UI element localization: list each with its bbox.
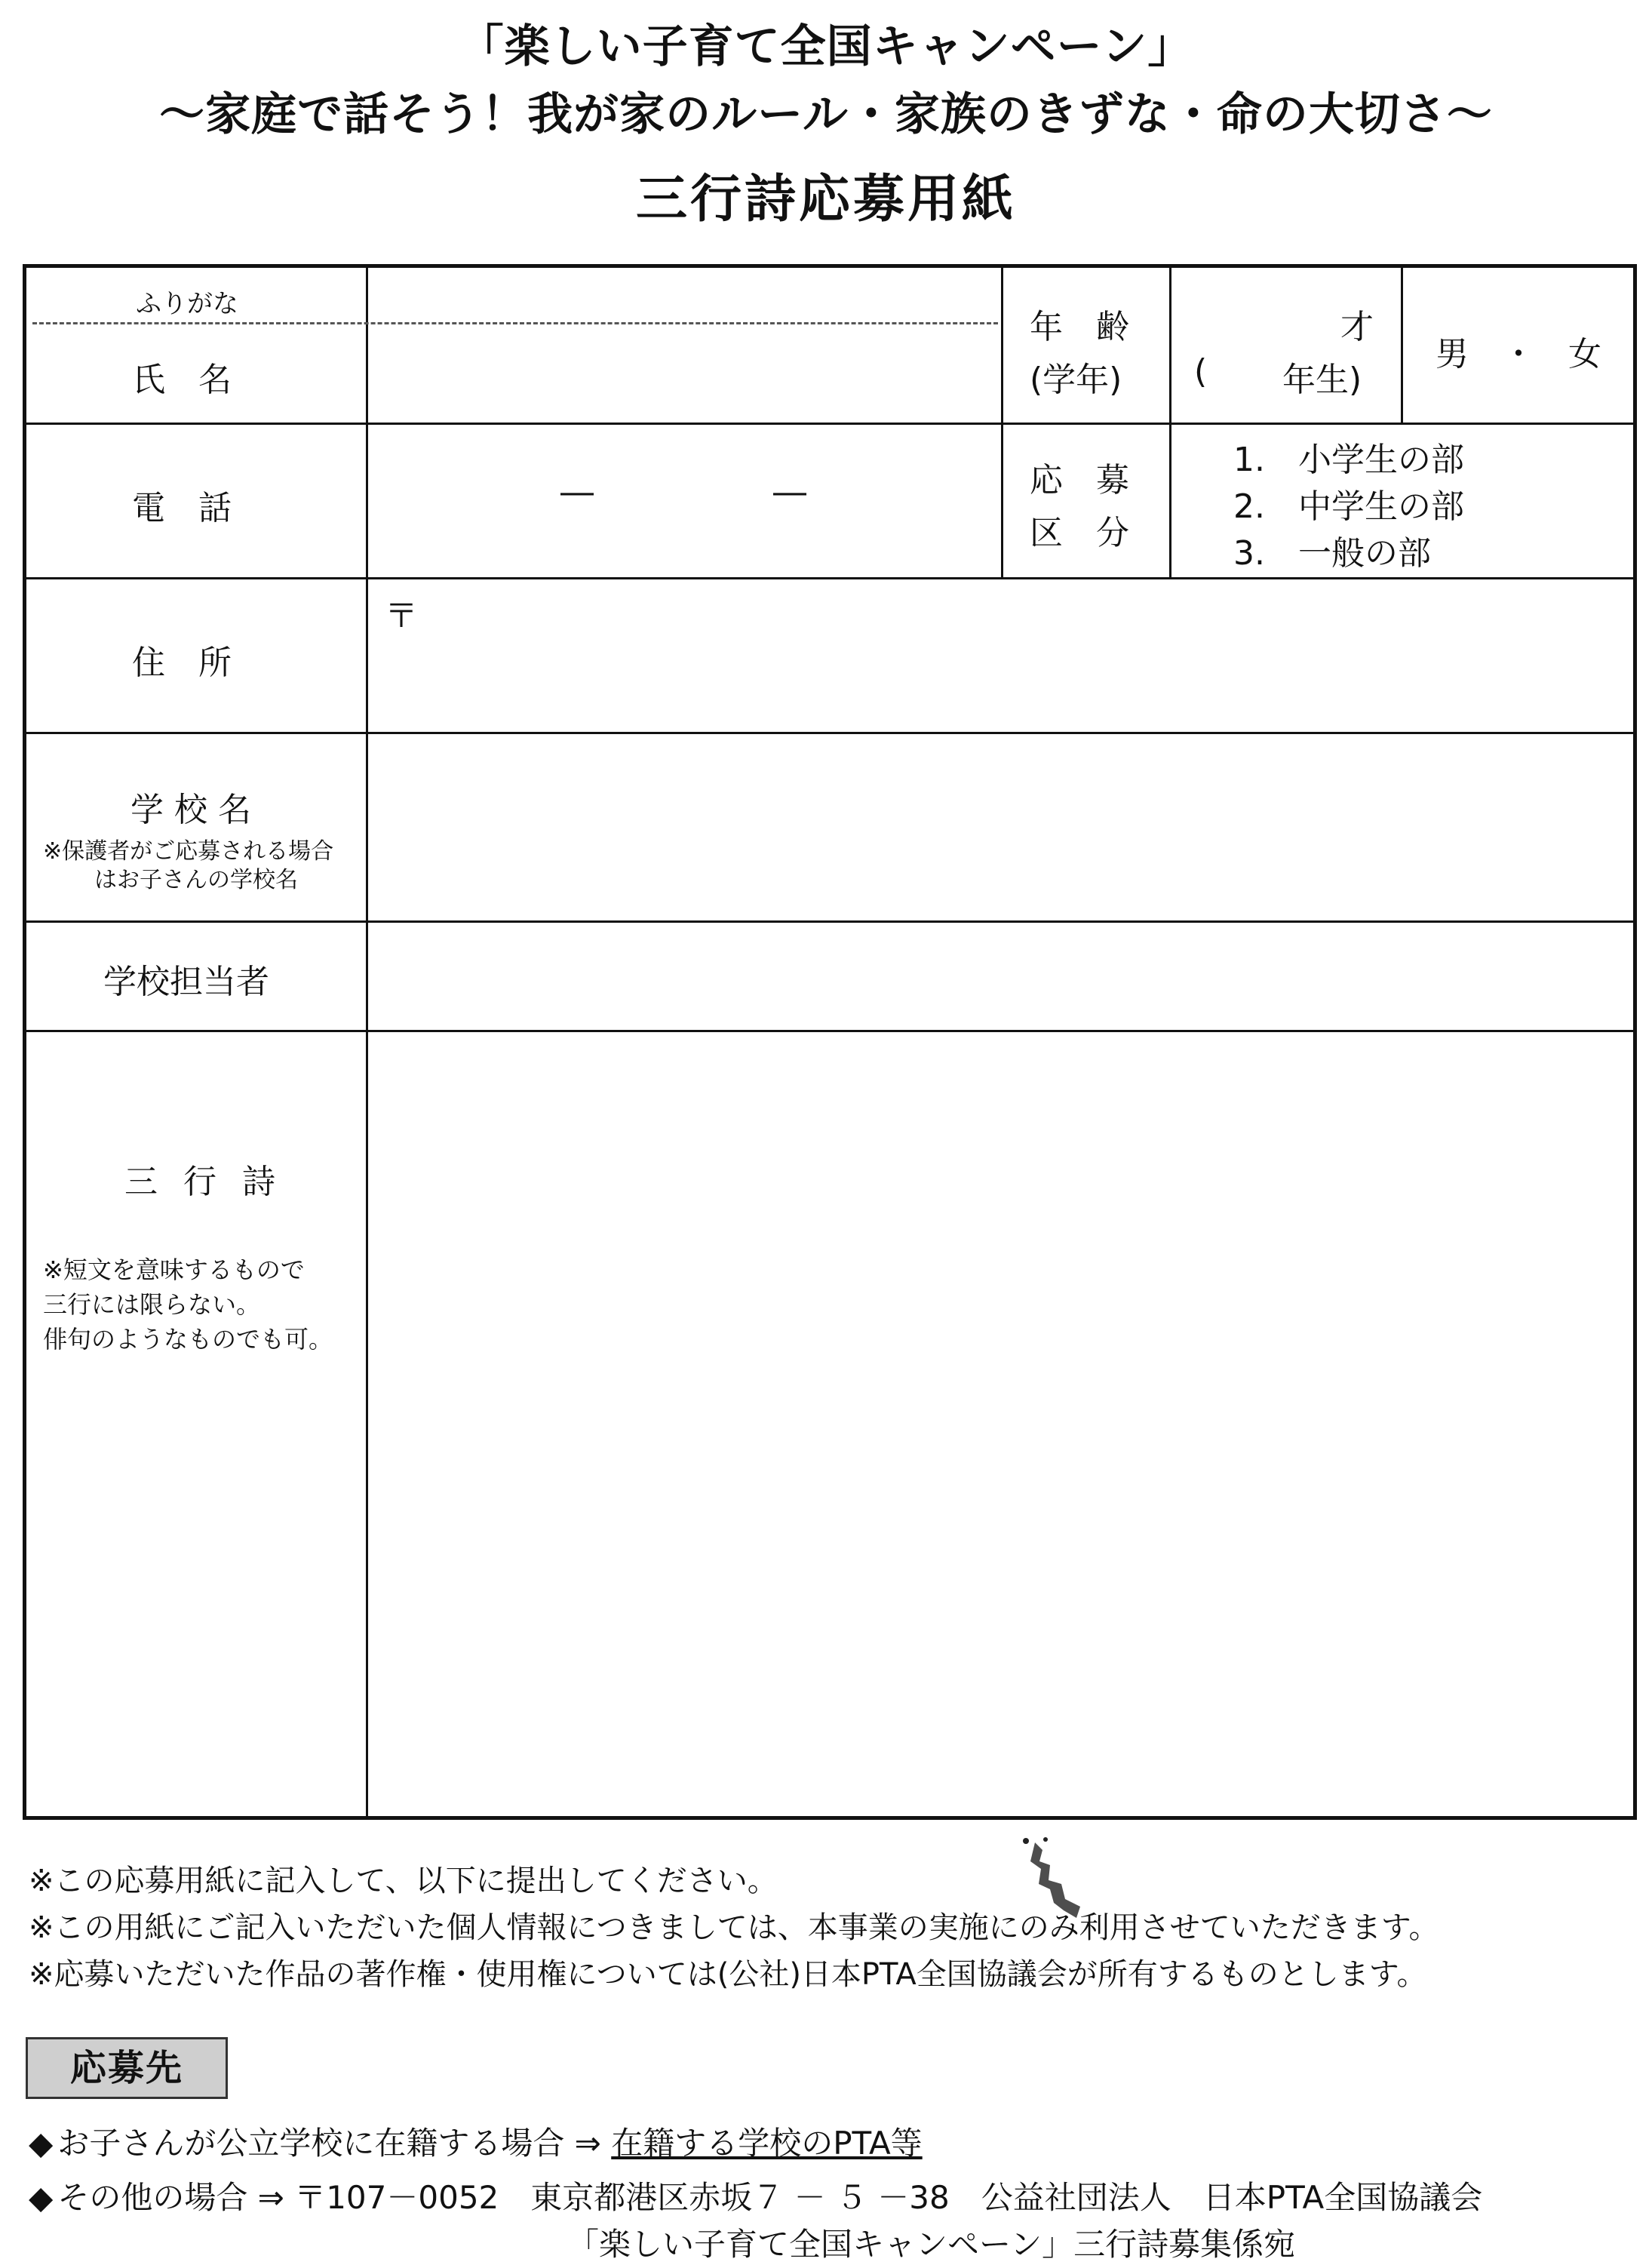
- school-contact-label: 学校担当者: [103, 963, 269, 1001]
- instruction-line: ※この用紙にご記入いただいた個人情報につきましては、本事業の実施にのみ利用させていただきます。: [29, 1910, 1439, 1945]
- category-option-elementary[interactable]: 1. 小学生の部: [1233, 441, 1464, 479]
- name-label: 氏 名: [132, 361, 232, 399]
- phone-field[interactable]: [370, 426, 998, 574]
- row-divider: [26, 577, 1633, 579]
- grade-open-paren: (: [1194, 352, 1208, 391]
- furigana-label: ふりがな: [136, 289, 238, 319]
- bullet-diamond-icon: ◆: [29, 2179, 54, 2216]
- destination-other: ◆ その他の場合 ⇒ 〒107－0052 東京都港区赤坂７ － ５ －38 公益社団法人 日本PTA全国協議会: [29, 2179, 1483, 2216]
- row-divider: [26, 732, 1633, 734]
- column-divider: [366, 268, 368, 1816]
- school-name-label: 学校名: [131, 791, 262, 829]
- row-divider: [26, 920, 1633, 923]
- pta-link[interactable]: 在籍する学校のPTA等: [611, 2125, 923, 2162]
- grade-label: (学年): [1030, 361, 1122, 399]
- age-label: 年 齢: [1030, 308, 1129, 346]
- category-option-general[interactable]: 3. 一般の部: [1233, 534, 1431, 573]
- furigana-field[interactable]: [370, 271, 998, 321]
- address-label: 住 所: [132, 644, 232, 682]
- row-divider: [26, 1030, 1633, 1032]
- school-contact-field[interactable]: [370, 925, 1630, 1028]
- instruction-line: ※応募いただいた作品の著作権・使用権については(公社)日本PTA全国協議会が所有するものとします。: [29, 1957, 1427, 1992]
- row-divider: [26, 423, 1633, 425]
- furigana-divider: [32, 322, 998, 324]
- campaign-title: 「楽しい子育て全国キャンペーン」: [458, 20, 1194, 73]
- postal-mark: 〒: [385, 597, 418, 635]
- application-form-table: [23, 264, 1637, 1820]
- bullet-diamond-icon: ◆: [29, 2125, 54, 2162]
- column-divider: [1001, 268, 1003, 577]
- school-name-field[interactable]: [370, 736, 1630, 917]
- age-unit: 才: [1340, 308, 1374, 346]
- destination-public-school: ◆ お子さんが公立学校に在籍する場合 ⇒ 在籍する学校のPTA等: [29, 2125, 923, 2162]
- school-note-2: はお子さんの学校名: [94, 867, 298, 893]
- address-field[interactable]: [370, 582, 1630, 730]
- grade-unit: 年生): [1282, 361, 1362, 399]
- instruction-line: ※この応募用紙に記入して、以下に提出してください。: [29, 1864, 778, 1898]
- poem-note: ※短文を意味するもので 三行には限らない。 俳句のようなものでも可。: [43, 1255, 333, 1354]
- name-field[interactable]: [370, 328, 998, 419]
- gender-selector[interactable]: 男 ・ 女: [1436, 335, 1601, 373]
- poem-field[interactable]: [370, 1034, 1630, 1815]
- category-option-junior-high[interactable]: 2. 中学生の部: [1233, 487, 1464, 526]
- instructions: [29, 1858, 1439, 1998]
- phone-separator: ―: [560, 473, 594, 512]
- category-label: 応 募: [1030, 461, 1129, 499]
- phone-separator: ―: [773, 473, 806, 512]
- phone-label: 電 話: [132, 489, 232, 527]
- campaign-subtitle: 〜家庭で話そう！我が家のルール・家族のきずな・命の大切さ〜: [159, 88, 1493, 141]
- form-title: 三行詩応募用紙: [635, 170, 1016, 229]
- destination-heading: 応募先: [26, 2037, 228, 2099]
- destination-attention: 「楽しい子育て全国キャンペーン」三行詩募集係宛: [567, 2226, 1296, 2263]
- poem-label: 三 行 詩: [124, 1163, 283, 1201]
- column-divider: [1169, 268, 1171, 577]
- school-note: ※保護者がご応募される場合: [43, 838, 334, 865]
- column-divider: [1401, 268, 1403, 423]
- category-label-2: 区 分: [1030, 514, 1129, 552]
